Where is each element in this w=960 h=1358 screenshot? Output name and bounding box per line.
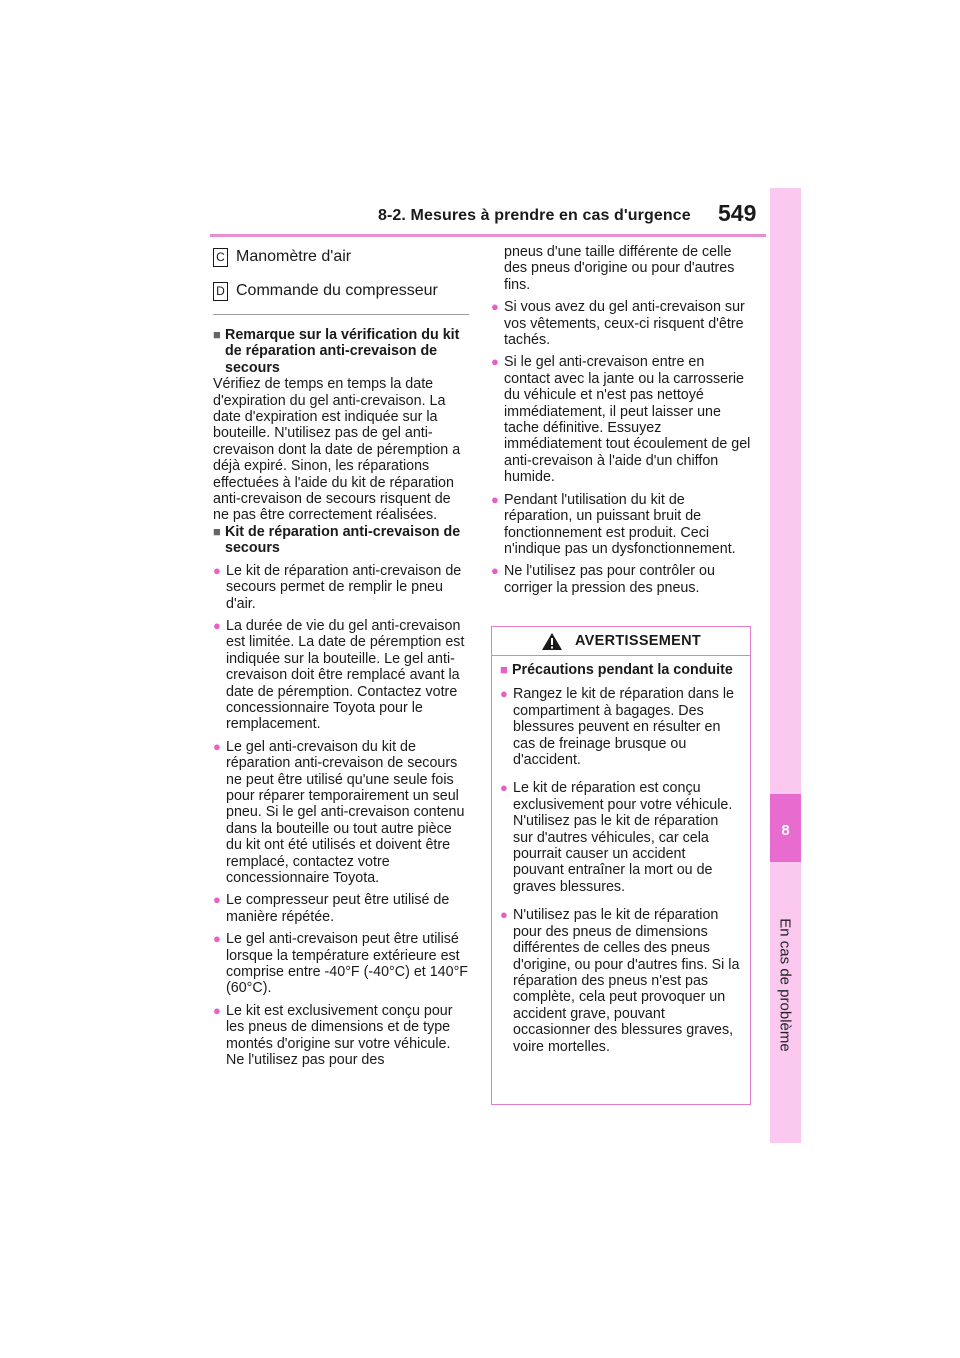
key-letter: D	[213, 282, 228, 301]
bullet-dot-icon: ●	[491, 563, 499, 579]
separator-line	[213, 314, 469, 315]
bullet-dot-icon: ●	[213, 617, 221, 633]
bullet-dot-icon: ●	[213, 931, 221, 947]
square-marker-icon: ■	[500, 662, 508, 677]
warning-triangle-icon	[541, 632, 563, 651]
section-heading: ■ Kit de réparation anti-crevaison de secours	[213, 523, 461, 557]
section-heading: ■ Précautions pendant la conduite	[500, 662, 733, 678]
bullet-dot-icon: ●	[491, 299, 499, 315]
bullet-dot-icon: ●	[491, 354, 499, 370]
list-item: ● Le gel anti-crevaison peut être utilisé lorsque la température extérieure est comprise entre -40°F (-40°C) et 140°F (60°C).	[213, 931, 469, 997]
warning-box	[491, 626, 751, 1105]
section-title: 8-2. Mesures à prendre en cas d'urgence	[378, 207, 691, 224]
list-item: ● La durée de vie du gel anti-crevaison est limitée. La date de péremption est indiquée sur la bouteille. Le gel anti-crevaison doit être remplacé avant la date de péremption. Contactez votre concessionnaire Toyota pour le remplacement.	[213, 617, 465, 733]
key-label: Manomètre d'air	[236, 247, 352, 265]
key-item	[213, 246, 469, 268]
list-item: ● Le kit de réparation est conçu exclusivement pour votre véhicule. N'utilisez pas le kit de réparation sur d'autres véhicules, car cela pourrait causer un accident pouvant entraîner la mort ou de graves blessures.	[500, 780, 733, 895]
right-column	[491, 244, 753, 596]
left-column	[213, 246, 469, 1068]
key-letter: C	[213, 248, 228, 267]
list-item: ● Ne l'utilisez pas pour contrôler ou corriger la pression des pneus.	[491, 563, 715, 596]
continued-text: pneus d'une taille différente de celle des pneus d'origine ou pour d'autres fins.	[504, 244, 735, 293]
list-item: ● Rangez le kit de réparation dans le compartiment à bagages. Des blessures peuvent en résulter en cas de freinage brusque ou d'accident.	[500, 686, 734, 769]
list-item: ● Le compresseur peut être utilisé de manière répétée.	[213, 892, 450, 925]
bullet-dot-icon: ●	[500, 780, 508, 796]
section-heading: ■ Remarque sur la vérification du kit de réparation anti-crevaison de secours	[213, 327, 460, 376]
list-item: ● Si vous avez du gel anti-crevaison sur vos vêtements, ceux-ci risquent d'être tachés.	[491, 299, 745, 349]
key-label: Commande du compresseur	[236, 281, 438, 299]
bullet-dot-icon: ●	[491, 491, 499, 507]
bullet-dot-icon: ●	[500, 907, 508, 923]
list-item: ● Le gel anti-crevaison du kit de réparation anti-crevaison de secours ne peut être utilisé qu'une seule fois pour réparer temporairement un seul pneu. Si le gel anti-crevaison contenu dans la bouteille ou tout autre pièce du kit ont été utilisés et doivent être remplacé, contactez votre concessionnaire Toyota.	[213, 738, 465, 886]
warning-title: AVERTISSEMENT	[574, 633, 702, 649]
list-item: ● Pendant l'utilisation du kit de réparation, un puissant bruit de fonctionnement est produit. Ceci n'indique pas un dysfonctionnement.	[491, 491, 736, 557]
warning-body	[492, 656, 750, 1055]
square-marker-icon: ■	[213, 523, 221, 539]
bullet-dot-icon: ●	[213, 892, 221, 908]
header-rule	[210, 234, 766, 237]
square-marker-icon: ■	[213, 327, 221, 342]
chapter-title: En cas de problème	[776, 918, 794, 1052]
bullet-dot-icon: ●	[500, 686, 508, 702]
bullet-dot-icon: ●	[213, 562, 221, 578]
list-item: ● Le kit de réparation anti-crevaison de secours permet de remplir le pneu d'air.	[213, 562, 462, 612]
list-item: ● Si le gel anti-crevaison entre en contact avec la jante ou la carrosserie du véhicule et n'est pas nettoyé immédiatement, il peut laisser une tache définitive. Essuyez immédiatement tout écoulement de gel anti-crevaison à l'aide d'un chiffon humide.	[491, 354, 751, 486]
bullet-dot-icon: ●	[213, 1002, 221, 1018]
bullet-dot-icon: ●	[213, 738, 221, 754]
list-item: ● Le kit est exclusivement conçu pour les pneus de dimensions et de type montés d'origine sur votre véhicule. Ne l'utilisez pas pour des	[213, 1002, 453, 1069]
chapter-number: 8	[781, 822, 790, 839]
key-item	[213, 280, 469, 302]
paragraph: Vérifiez de temps en temps la date d'expiration du gel anti-crevaison. La date d'expiration est indiquée sur la bouteille. N'utilisez pas de gel anti-crevaison dont la date de péremption a déjà expiré. Sinon, les réparations effectuées à l'aide du kit de réparation anti-crevaison de secours risquent de ne pas être correctement réalisées.	[213, 376, 461, 524]
warning-header	[492, 627, 750, 656]
page-number: 549	[718, 200, 757, 226]
list-item: ● N'utilisez pas le kit de réparation pour des pneus de dimensions différentes de celles des pneus d'origine, ou pour d'autres fins. Si la réparation des pneus n'est pas complète, cela peut provoquer un accident grave, pouvant occasionner des blessures graves, voire mortelles.	[500, 907, 740, 1055]
